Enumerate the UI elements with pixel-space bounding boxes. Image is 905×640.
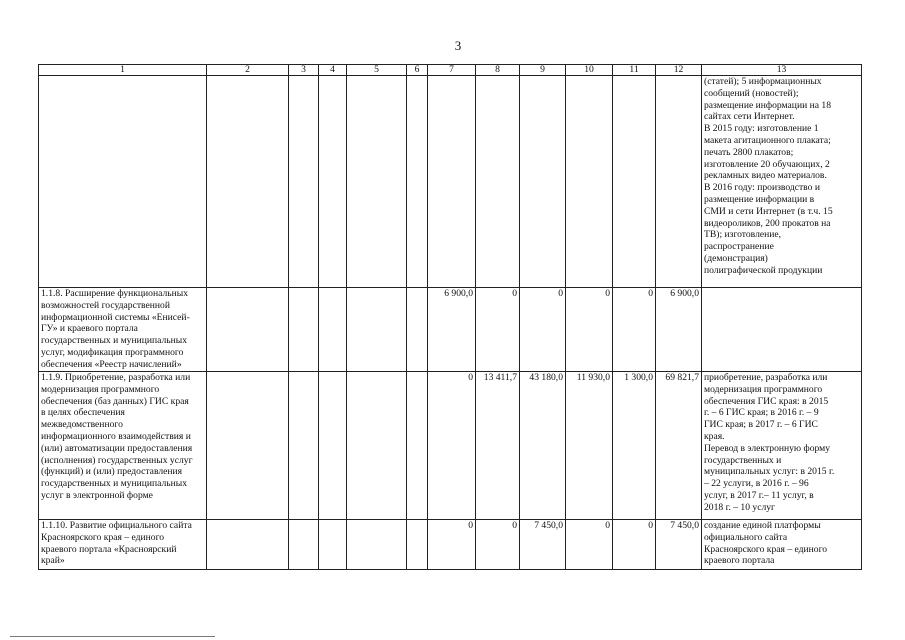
value-cell: 13 411,7 bbox=[476, 372, 520, 520]
table-row bbox=[39, 520, 862, 570]
column-header: 9 bbox=[520, 65, 566, 76]
page-number: 3 bbox=[454, 38, 462, 53]
value-cell: 69 821,7 bbox=[656, 372, 702, 520]
column-header: 4 bbox=[319, 65, 347, 76]
value-cell bbox=[476, 76, 520, 288]
header-row bbox=[39, 65, 862, 76]
value-cell: 0 bbox=[476, 288, 520, 372]
column-header: 8 bbox=[476, 65, 520, 76]
value-cell: 7 450,0 bbox=[656, 520, 702, 570]
column-header: 11 bbox=[613, 65, 656, 76]
measure-name-cell: 1.1.9. Приобретение, разработка или модернизация программного обеспечения (баз данных) ГИС края в целях обеспечения межведомственного информационного взаимодействия и (или) автоматизации предоставления (исполнения) государственных услуг (функций) и (или) предоставления государственных и муниципальных услуг в электронной форме bbox=[39, 372, 207, 520]
value-cell: 0 bbox=[428, 520, 476, 570]
result-cell: приобретение, разработка или модернизация программного обеспечения ГИС края: в 2015 г. – 6 ГИС края; в 2016 г. – 9 ГИС края; в 2017 г. – 6 ГИС края. Перевод в электронную форму государственных и муниципальных услуг: в 2015 г. – 22 услуги, в 2016 г. – 96 услуг, в 2017 г.– 11 услуг, в 2018 г. – 10 услуг bbox=[702, 372, 862, 520]
page-edge-divider bbox=[10, 636, 215, 637]
value-cell: 6 900,0 bbox=[656, 288, 702, 372]
column-header: 5 bbox=[347, 65, 407, 76]
value-cell: 0 bbox=[613, 520, 656, 570]
result-cell: (статей); 5 информационных сообщений (новостей); размещение информации на 18 сайтах сети Интернет. В 2015 году: изготовление 1 макета агитационного плаката; печать 2800 плакатов; изготовление 20 обучающих, 2 рекламных видео материалов. В 2016 году: производство и размещение информации в СМИ и сети Интернет (в т.ч. 15 видеороликов, 200 прокатов на ТВ); изготовление, распространение (демонстрация) полиграфической продукции bbox=[702, 76, 862, 288]
table-row bbox=[39, 76, 862, 288]
value-cell: 7 450,0 bbox=[520, 520, 566, 570]
value-cell: 0 bbox=[566, 288, 613, 372]
program-table bbox=[38, 64, 862, 570]
value-cell: 0 bbox=[428, 372, 476, 520]
result-cell: создание единой платформы официального сайта Красноярского края – единого краевого портала bbox=[702, 520, 862, 570]
column-header: 2 bbox=[207, 65, 289, 76]
value-cell bbox=[520, 76, 566, 288]
value-cell bbox=[656, 76, 702, 288]
value-cell: 0 bbox=[520, 288, 566, 372]
column-header: 13 bbox=[702, 65, 862, 76]
table-row bbox=[39, 372, 862, 520]
column-header: 7 bbox=[428, 65, 476, 76]
column-header: 10 bbox=[566, 65, 613, 76]
value-cell: 0 bbox=[476, 520, 520, 570]
table-row bbox=[39, 288, 862, 372]
value-cell bbox=[566, 76, 613, 288]
column-header: 12 bbox=[656, 65, 702, 76]
column-header: 1 bbox=[39, 65, 207, 76]
value-cell: 6 900,0 bbox=[428, 288, 476, 372]
value-cell: 0 bbox=[566, 520, 613, 570]
value-cell: 11 930,0 bbox=[566, 372, 613, 520]
column-header: 3 bbox=[289, 65, 319, 76]
column-header: 6 bbox=[407, 65, 428, 76]
value-cell bbox=[428, 76, 476, 288]
measure-name-cell: 1.1.10. Развитие официального сайта Красноярского края – единого краевого портала «Красноярский край» bbox=[39, 520, 207, 570]
measure-name-cell bbox=[39, 76, 207, 288]
value-cell: 0 bbox=[613, 288, 656, 372]
result-cell bbox=[702, 288, 862, 372]
value-cell: 43 180,0 bbox=[520, 372, 566, 520]
measure-name-cell: 1.1.8. Расширение функциональных возможностей государственной информационной системы «Енисей- ГУ» и краевого портала государственных и муниципальных услуг, модификация программного обеспечения «Реестр начислений» bbox=[39, 288, 207, 372]
value-cell: 1 300,0 bbox=[613, 372, 656, 520]
value-cell bbox=[613, 76, 656, 288]
